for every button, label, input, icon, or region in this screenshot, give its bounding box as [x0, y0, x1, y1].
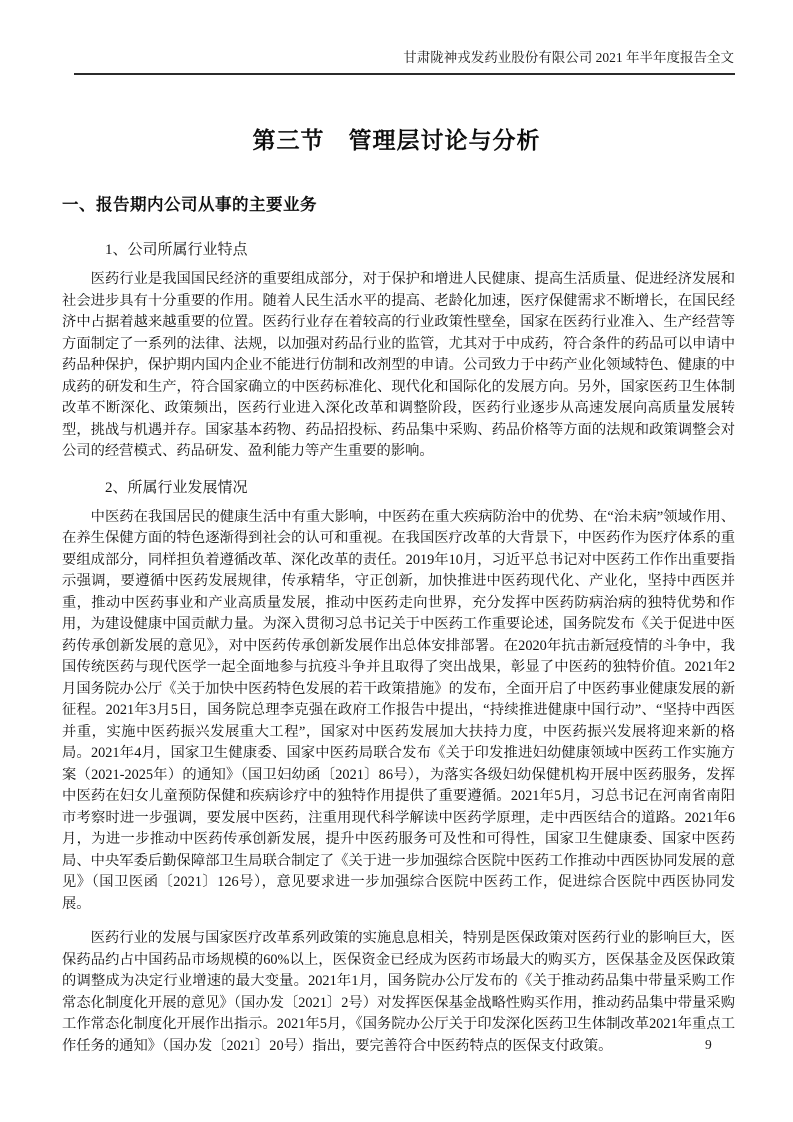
paragraph-industry-development: 中医药在我国居民的健康生活中有重大影响，中医药在重大疾病防治中的优势、在“治未病”领域作用、在养生保健方面的特色逐渐得到社会的认可和重视。在我国医疗改革的大背景下，中医药作为医疗体系的重要组成部分，同样担负着遵循改革、深化改革的责任。2019年10月，习近平总书记对中医药工作作出重要指示强调，要遵循中医药发展规律，传承精华，守正创新，加快推进中医药现代化、产业化，坚持中西医并重，推动中医药事业和产业高质量发展，推动中医药走向世界，充分发挥中医药防病治病的独特优势和作用，为建设健康中国贡献力量。为深入贯彻习总书记关于中医药工作重要论述，国务院发布《关于促进中医药传承创新发展的意见》，对中医药传承创新发展作出总体安排部署。在2020年抗击新冠疫情的斗争中，我国传统医药与现代医学一起全面地参与抗疫斗争并且取得了突出战果，彰显了中医药的独特价值。2021年2月国务院办公厅《关于加快中医药特色发展的若干政策措施》的发布，全面开启了中医药事业健康发展的新征程。2021年3月5日，国务院总理李克强在政府工作报告中提出，“持续推进健康中国行动”、“坚持中西医并重，实施中医药振兴发展重大工程”，国家对中医药发展加大扶持力度，中医药振兴发展将迎来新的格局。2021年4月，国家卫生健康委、国家中医药局联合发布《关于印发推进妇幼健康领域中医药工作实施方案（2021-2025年）的通知》（国卫妇幼函〔2021〕86号），为落实各级妇幼保健机构开展中医药服务，发挥中医药在妇女儿童预防保健和疾病诊疗中的独特作用提供了重要遵循。2021年5月，习总书记在河南省南阳市考察时进一步强调，要发展中医药，注重用现代科学解读中医药学原理，走中西医结合的道路。2021年6月，为进一步推动中医药传承创新发展，提升中医药服务可及性和可得性，国家卫生健康委、国家中医药局、中央军委后勤保障部卫生局联合制定了《关于进一步加强综合医院中医药工作推动中西医协同发展的意见》（国卫医函〔2021〕126号），意见要求进一步加强综合医院中医药工作，促进综合医院中西医协同发展。: [62, 508, 735, 912]
page-header: [62, 50, 734, 66]
section-heading-main-business: 一、报告期内公司从事的主要业务: [62, 195, 317, 214]
document-body: [62, 191, 735, 1057]
subsection-heading-industry-characteristics: 1、公司所属行业特点: [105, 242, 248, 258]
header-divider: [74, 73, 735, 75]
chapter-title: 第三节 管理层讨论与分析: [252, 128, 541, 153]
header-text: 甘肃陇神戎发药业股份有限公司 2021 年半年度报告全文: [403, 50, 734, 65]
paragraph-medical-insurance-policy: 医药行业的发展与国家医疗改革系列政策的实施息息相关，特别是医保政策对医药行业的影响巨大，医保药品约占中国药品市场规模的60%以上，医保资金已经成为医药市场最大的购买方，医保基金及医保政策的调整成为决定行业增速的最大变量。2021年1月，国务院办公厅发布的《关于推动药品集中带量采购工作常态化制度化开展的意见》（国办发〔2021〕2号）对发挥医保基金战略性购买作用，推动药品集中带量采购工作常态化制度化开展作出指示。2021年5月，《国务院办公厅关于印发深化医药卫生体制改革2021年重点工作任务的通知》（国办发〔2021〕20号）指出，要完善符合中医药特点的医保支付政策。: [62, 930, 735, 1054]
subsection-heading-industry-development: 2、所属行业发展情况: [105, 479, 248, 496]
page-number: 9: [705, 1037, 712, 1052]
paragraph-industry-characteristics: 医药行业是我国国民经济的重要组成部分，对于保护和增进人民健康、提高生活质量、促进经济发展和社会进步具有十分重要的作用。随着人民生活水平的提高、老龄化加速，医疗保健需求不断增长，在国民经济中占据着越来越重要的位置。医药行业存在着较高的行业政策性壁垒，国家在医药行业准入、生产经营等方面制定了一系列的法律、法规，以加强对药品行业的监管，尤其对于中成药，符合条件的药品可以申请中药品种保护，保护期内国内企业不能进行仿制和改剂型的申请。公司致力于中药产业化领域特色、健康的中成药的研发和生产，符合国家确立的中医药标准化、现代化和国际化的发展方向。另外，国家医药卫生体制改革不断深化、政策频出，医药行业进入深化改革和调整阶段，医药行业逐步从高速发展向高质量发展转型，挑战与机遇并存。国家基本药物、药品招投标、药品集中采购、药品价格等方面的法规和政策调整会对公司的经营模式、药品研发、盈利能力等产生重要的影响。: [62, 271, 735, 459]
